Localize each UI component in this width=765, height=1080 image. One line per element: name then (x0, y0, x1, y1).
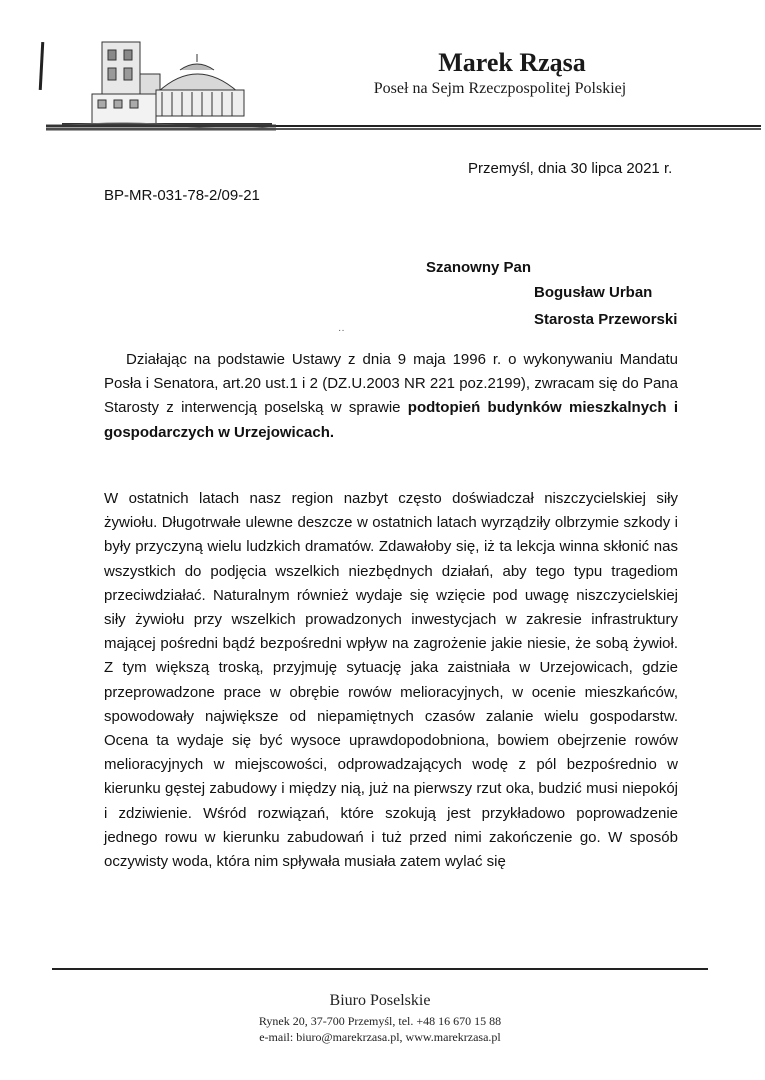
paragraph-1-text: Działając na podstawie Ustawy z dnia 9 maja 1996 r. o wykonywaniu Mandatu Posła i Senatora, art.20 ust.1 i 2 (DZ.U.2003 NR 221 poz.2199), zwracam się do Pana Starosty z interwencją poselską w sprawie (104, 351, 678, 417)
recipient-salutation: Szanowny Pan (426, 259, 532, 276)
date-line: Przemyśl, dnia 30 lipca 2021 r. (468, 160, 673, 177)
recipient-name: Bogusław Urban (534, 284, 653, 301)
recipient-title: Starosta Przeworski (534, 311, 678, 328)
footer-rule (52, 968, 708, 970)
sender-role: Poseł na Sejm Rzeczpospolitej Polskiej (373, 80, 627, 97)
margin-pen-mark (39, 42, 45, 90)
scan-speck: ·· (338, 325, 345, 336)
footer-office-title: Biuro Poselskie (329, 992, 431, 1009)
sejm-building-icon (62, 34, 272, 134)
sender-name: Marek Rząsa (438, 48, 586, 77)
paragraph-1-subject: podtopień budynków mieszkalnych i gospodarczych w Urzejowicach. (104, 399, 678, 441)
footer-address: Rynek 20, 37-700 Przemyśl, tel. +48 16 670 15 88 (258, 1014, 502, 1028)
footer-contact: e-mail: biuro@marekrzasa.pl, www.marekrzasa.pl (259, 1030, 501, 1044)
paragraph-2: W ostatnich latach nasz region nazbyt często doświadczał niszczycielskiej siły żywiołu. Długotrwałe ulewne deszcze w ostatnich latach wyrządziły olbrzymie szkody i były przyczyną wielu ludzkich dramatów. Zdawałoby się, iż ta lekcja winna skłonić nas wszystkich do podjęcia wszelkich niezbędnych działań, aby tego typu tragediom przeciwdziałać. Naturalnym również wydaje się wzięcie pod uwagę niszczycielskiej siły żywiołu przy wszelkich prowadzonych inwestycjach w zakresie infrastruktury mającej pośredni bądź bezpośredni wpływ na zagrożenie jakie niesie, że sobą żywioł. Z tym większą troską, przyjmuję sytuację jaka zaistniała w Urzejowicach, gdzie przeprowadzone prace w obrębie rowów melioracyjnych, w ocenie mieszkańców, spowodowały największe od niepamiętnych czasów zalanie wielu gospodarstw. Ocena ta wydaje się być wysoce uprawdopodobniona, bowiem obejrzenie rowów melioracyjnych w miejscowości, odprowadzających wodę z pól bezpośrednio w kierunku gęstej zabudowy i między nią, już na pierwszy rzut oka, budzić musi niepokój i zdziwienie. Wśród rozwiązań, które szokują jest przykładowo poprowadzenie jednego rowu w kierunku zabudowań i tuż przed nimi zakończenie go. W sposób oczywisty woda, która nim spływała musiała zatem wylać się (104, 490, 678, 871)
paragraph-1 (104, 348, 678, 445)
reference-number: BP-MR-031-78-2/09-21 (104, 187, 260, 204)
header-rule (46, 124, 761, 131)
